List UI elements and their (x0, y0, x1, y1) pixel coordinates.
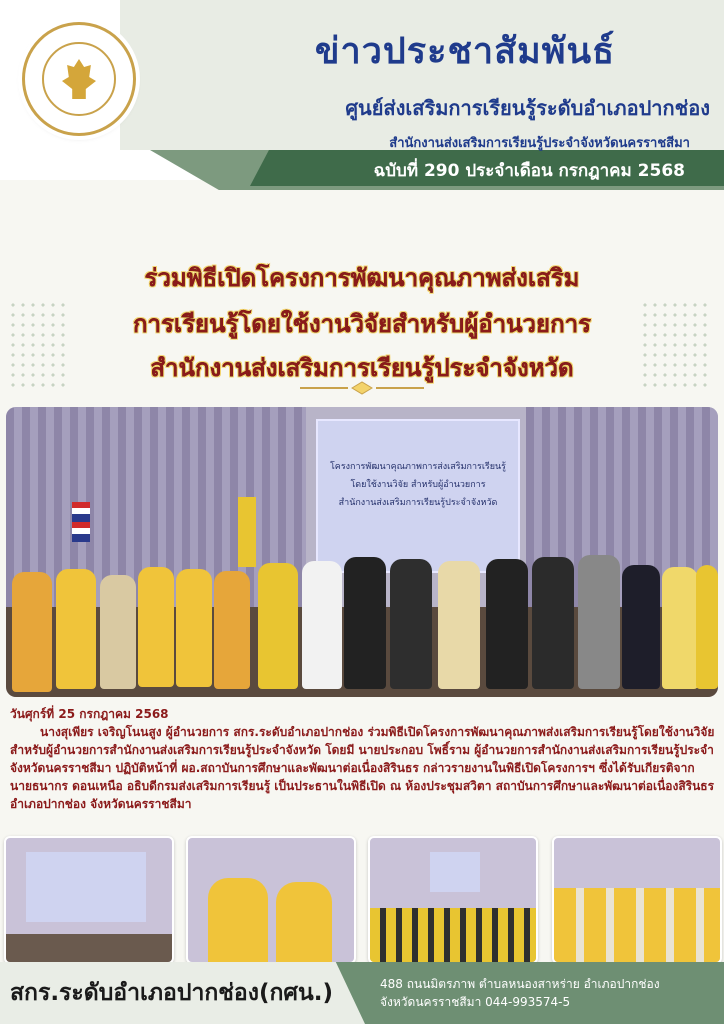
crown-emblem-icon (62, 59, 96, 99)
royal-yellow-flag (238, 497, 256, 567)
seal-icon (42, 42, 116, 116)
person (532, 557, 574, 689)
person (12, 572, 52, 692)
newsletter-title: ข่าวประชาสัมพันธ์ (314, 31, 616, 72)
person (100, 575, 136, 689)
person (302, 561, 342, 689)
person (696, 565, 718, 689)
person (344, 557, 386, 689)
person (258, 563, 298, 689)
center-name: ศูนย์ส่งเสริมการเรียนรู้ระดับอำเภอปากช่อง (345, 96, 710, 120)
screen-text-2: โดยใช้งานวิจัย สำหรับผู้อำนวยการ (350, 480, 486, 490)
person (138, 567, 174, 687)
main-event-photo (6, 407, 718, 697)
projection-screen (316, 419, 520, 573)
person (214, 571, 250, 689)
footer-organization-name: สกร.ระดับอำเภอปากช่อง(กศน.) (10, 980, 333, 1006)
footer-address-line-2: จังหวัดนครราชสีมา 044-993574-5 (380, 995, 571, 1009)
issue-info: ฉบับที่ 290 ประจำเดือน กรกฎาคม 2568 (373, 161, 685, 181)
thumbnail-photo-3 (368, 836, 538, 964)
organization-logo (22, 22, 136, 136)
thumb-screen (430, 852, 480, 892)
article-date: วันศุกร์ที่ 25 กรกฎาคม 2568 (10, 707, 169, 721)
thumbnail-photo-1 (4, 836, 174, 964)
thumb-screen (26, 852, 146, 922)
headline-line-3: สำนักงานส่งเสริมการเรียนรู้ประจำจังหวัด (150, 354, 574, 382)
person (486, 559, 528, 689)
screen-text-1: โครงการพัฒนาคุณภาพการส่งเสริมการเรียนรู้ (329, 462, 507, 472)
footer-address-line-1: 488 ถนนมิตรภาพ ตำบลหนองสาหร่าย อำเภอปากช่อง (380, 977, 660, 991)
thumb-audience (370, 908, 536, 962)
person (578, 555, 620, 689)
person (176, 569, 212, 687)
article-body (10, 705, 716, 813)
person (662, 567, 698, 689)
thumbnail-photo-2 (186, 836, 356, 964)
office-name: สำนักงานส่งเสริมการเรียนรู้ประจำจังหวัดนครราชสีมา (389, 136, 690, 151)
screen-text-3: สำนักงานส่งเสริมการเรียนรู้ประจำจังหวัด (338, 498, 498, 508)
thumb-person (276, 882, 332, 962)
person (438, 561, 480, 689)
thumb-floor (6, 934, 172, 962)
article-paragraph: นางสุเพียร เจริญโนนสูง ผู้อำนวยการ สกร.ระดับอำเภอปากช่อง ร่วมพิธีเปิดโครงการพัฒนาคุณภาพส่งเสริมการเรียนรู้โดยใช้งานวิจัย สำหรับผู้อำนวยการสำนักงานส่งเสริมการเรียนรู้ประจำจังหวัด โดยมี นายประกอบ โพธิ์ราม ผู้อำนวยการสำนักงานส่งเสริมการเรียนรู้ประจำจังหวัดนครราชสีมา ปฏิบัติหน้าที่ ผอ.สถาบันการศึกษาและพัฒนาต่อเนื่องสิรินธร กล่าวรายงานในพิธีเปิดโครงการฯ ซึ่งได้รับเกียรติจาก นายธนากร ดอนเหนือ อธิบดีกรมส่งเสริมการเรียนรู้ เป็นประธานในพิธีเปิด ณ ห้องประชุมสวิตา สถาบันการศึกษาและพัฒนาต่อเนื่องสิรินธร อำเภอปากช่อง จังหวัดนครราชสีมา (10, 725, 715, 811)
thumbnail-photo-4 (552, 836, 722, 964)
thai-flag (72, 502, 90, 542)
thumb-audience (554, 888, 720, 962)
headline-line-2: การเรียนรู้โดยใช้งานวิจัยสำหรับผู้อำนวยการ (133, 310, 591, 338)
headline-line-1: ร่วมพิธีเปิดโครงการพัฒนาคุณภาพส่งเสริม (144, 264, 580, 292)
headline-ornament (300, 381, 424, 395)
thumb-person (208, 878, 268, 962)
person (56, 569, 96, 689)
person (390, 559, 432, 689)
person (622, 565, 660, 689)
